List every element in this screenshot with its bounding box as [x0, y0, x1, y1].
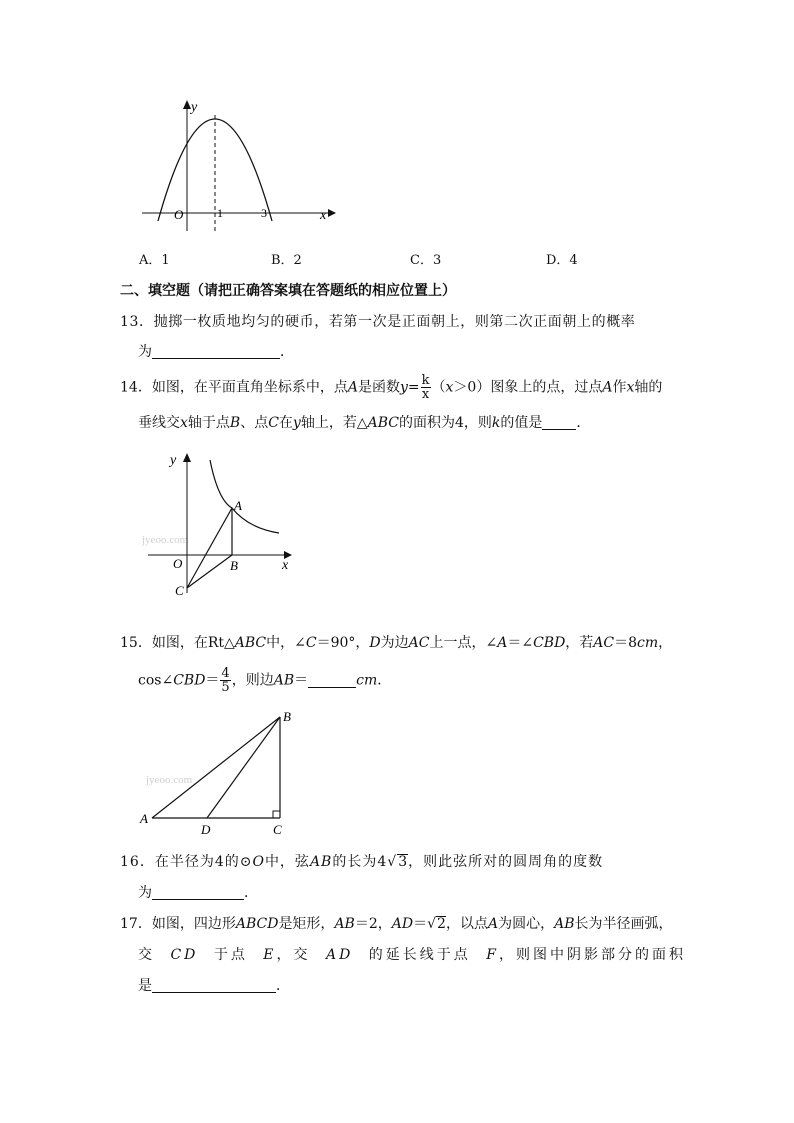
q17-text: ＝2， — [354, 916, 392, 932]
q16-var: O — [252, 854, 265, 870]
q15-fraction — [220, 667, 230, 694]
section-title: 二、填空题（请把正确答案填在答题纸的相应位置上） — [120, 283, 456, 299]
q15-text: 为边 — [380, 635, 409, 651]
q14-text: ＞0）图象上的点，过点 — [453, 379, 603, 396]
q16-text: ，则此弦所对的圆周角的度数 — [408, 854, 604, 870]
q15-text: ，若 — [565, 635, 594, 651]
q17-text: 是矩形， — [278, 916, 335, 932]
option-d: D．4 — [546, 253, 578, 268]
q17-var: ABCD — [235, 916, 279, 932]
q16-text: 为 — [138, 885, 152, 901]
q17-text: 的延长线于点 — [368, 947, 471, 963]
q13-line1: 13．抛掷一枚质地均匀的硬币，若第一次是正面朝上，则第二次正面朝上的概率 — [120, 314, 636, 330]
point-B-label: B — [283, 709, 291, 724]
y-axis-label: y — [170, 453, 177, 468]
q14-text: 、点 — [240, 415, 269, 431]
q14-text: 轴的 — [634, 379, 663, 396]
q14-var: y — [292, 415, 301, 431]
q17-text: 17．如图，四边形 — [120, 916, 236, 932]
q14-text: 的值是 — [500, 415, 543, 431]
q15-text: ，则边 — [231, 672, 274, 689]
point-C-label: C — [175, 583, 184, 598]
q14-text: 轴于点 — [187, 415, 230, 431]
q14-var: B — [229, 415, 241, 431]
q15-text: 中，∠ — [266, 635, 306, 651]
q14-var: x — [180, 415, 188, 431]
q15-text: cos∠ — [138, 672, 174, 689]
q14-text: ． — [576, 415, 591, 431]
q17-text: 长为半径画弧， — [574, 916, 673, 932]
sqrt-value: 3 — [398, 854, 409, 870]
q15-text: 上一点，∠ — [429, 635, 498, 651]
q15-var: A — [497, 635, 508, 651]
q14-answer-blank[interactable] — [542, 415, 576, 430]
y-axis-label: y — [191, 100, 198, 115]
y-axis-arrow — [183, 453, 191, 462]
q14-text: 14．如图，在平面直角坐标系中，点 — [120, 379, 348, 396]
q15-var: AB — [273, 672, 295, 689]
q13-suffix: ． — [280, 344, 294, 360]
q14-text: 在 — [278, 415, 293, 431]
q15-text: ＝8 — [614, 635, 638, 651]
point-C-label: C — [273, 822, 282, 837]
q17-var: AB — [334, 916, 355, 932]
q14-text: （ — [431, 379, 446, 396]
q15-text: ＝90°， — [316, 635, 370, 651]
q15-var: AC — [408, 635, 430, 651]
tick-label-3: 3 — [261, 206, 267, 220]
parabola-graph — [140, 95, 340, 245]
q16-var: AB — [309, 854, 333, 870]
q17-var: A — [487, 916, 499, 932]
fraction-numerator: k — [421, 373, 430, 388]
origin-label: O — [174, 207, 184, 222]
q16-answer-blank[interactable] — [152, 885, 244, 900]
option-c: C．3 — [410, 253, 442, 268]
q15-var: C — [305, 635, 317, 651]
q15-text: ＝ — [294, 672, 309, 689]
q15-var: ABC — [234, 635, 267, 651]
q15-var: AC — [593, 635, 615, 651]
option-b: B．2 — [271, 253, 302, 268]
hyperbola-graph — [140, 448, 300, 598]
segment-BC — [187, 555, 232, 588]
q14-text: 的面积为4，则 — [399, 415, 492, 431]
q15-line1 — [120, 633, 672, 653]
q15-text: ＝ — [205, 672, 220, 689]
q17-var: F — [486, 947, 499, 963]
q14-line2 — [138, 413, 590, 433]
q15-line2 — [138, 667, 391, 694]
fraction-denominator: 5 — [221, 680, 230, 695]
parabola-curve — [158, 119, 272, 221]
origin-label: O — [173, 556, 183, 571]
q17-var: CD — [170, 947, 199, 963]
q17-text: ＝ — [413, 916, 428, 932]
q17-text: 交 — [138, 947, 155, 963]
q17-text: ，以点 — [445, 916, 488, 932]
q16-text: 16．在半径为4的⊙ — [120, 854, 253, 870]
point-D-label: D — [201, 822, 211, 837]
y-axis-arrow — [183, 100, 191, 109]
q14-var: y — [399, 379, 408, 396]
watermark: jyeoo.com — [142, 534, 189, 546]
q17-line2 — [138, 945, 686, 965]
segment-AC — [187, 508, 232, 588]
q17-text: ，则图中阴影部分的面积 — [498, 947, 686, 963]
q14-var: k — [491, 415, 501, 431]
q16-line2 — [138, 883, 258, 903]
q14-var: A — [602, 379, 613, 396]
x-axis-label: x — [282, 558, 289, 573]
q14-var: A — [347, 379, 358, 396]
q14-var: C — [268, 415, 279, 431]
q17-answer-blank[interactable] — [152, 978, 276, 993]
point-B-label: B — [230, 558, 238, 573]
triangle-graph — [138, 705, 308, 840]
fraction-denominator: x — [421, 387, 430, 402]
tick-label-1: 1 — [217, 206, 223, 220]
right-angle-mark — [273, 811, 280, 818]
q14-text: 轴上，若△ — [300, 415, 368, 431]
q17-text: ． — [276, 978, 290, 994]
segment-AB — [152, 717, 280, 818]
x-axis-label: x — [320, 208, 327, 223]
q13-prefix: 为 — [138, 344, 152, 360]
q17-text: 是 — [138, 978, 152, 994]
option-a: A．1 — [139, 253, 170, 268]
q15-var: CBD — [533, 635, 566, 651]
q17-var: AD — [325, 947, 354, 963]
q17-line1 — [120, 914, 672, 934]
q14-text: = — [407, 379, 420, 396]
q15-text: ＝∠ — [507, 635, 534, 651]
q14-line1 — [120, 374, 662, 401]
q15-var: cm — [637, 635, 659, 651]
q15-text: ， — [658, 635, 673, 651]
fraction-numerator: 4 — [221, 666, 230, 681]
sqrt-sign: √ — [427, 916, 437, 932]
q16-line1 — [120, 852, 603, 872]
point-A-label: A — [234, 498, 242, 513]
q17-var: E — [263, 947, 277, 963]
q14-var: ABC — [367, 415, 399, 431]
q15-answer-blank[interactable] — [308, 673, 356, 688]
q17-text: ，交 — [276, 947, 311, 963]
q16-text: ． — [244, 885, 258, 901]
q14-text: 垂线交 — [138, 415, 180, 431]
q14-var: x — [445, 379, 454, 396]
q14-fraction — [421, 374, 431, 401]
q13-line2 — [138, 342, 294, 362]
q16-text: 中，弦 — [264, 854, 310, 870]
sqrt-sign: √ — [387, 854, 398, 870]
q15-var: cm — [356, 672, 378, 689]
q17-text: 于点 — [213, 947, 248, 963]
point-A-label: A — [140, 811, 148, 826]
q17-var: AB — [554, 916, 575, 932]
q17-var: AD — [391, 916, 414, 932]
q15-text: 15．如图，在Rt△ — [120, 635, 235, 651]
segment-BD — [207, 717, 280, 818]
watermark: jyeoo.com — [146, 774, 193, 786]
q14-text: 是函数 — [357, 379, 400, 396]
q14-text: 作 — [612, 379, 627, 396]
sqrt-value: 2 — [437, 916, 446, 932]
q15-text: ． — [377, 672, 392, 689]
q17-text: 为圆心， — [498, 916, 555, 932]
x-axis-arrow — [328, 209, 336, 217]
q17-line3 — [138, 976, 290, 996]
q16-text: 的长为4 — [332, 854, 388, 870]
q14-var: x — [626, 379, 635, 396]
q15-var: CBD — [173, 672, 206, 689]
q13-answer-blank[interactable] — [152, 344, 280, 359]
q15-var: D — [369, 635, 381, 651]
hyperbola-curve — [210, 460, 279, 533]
